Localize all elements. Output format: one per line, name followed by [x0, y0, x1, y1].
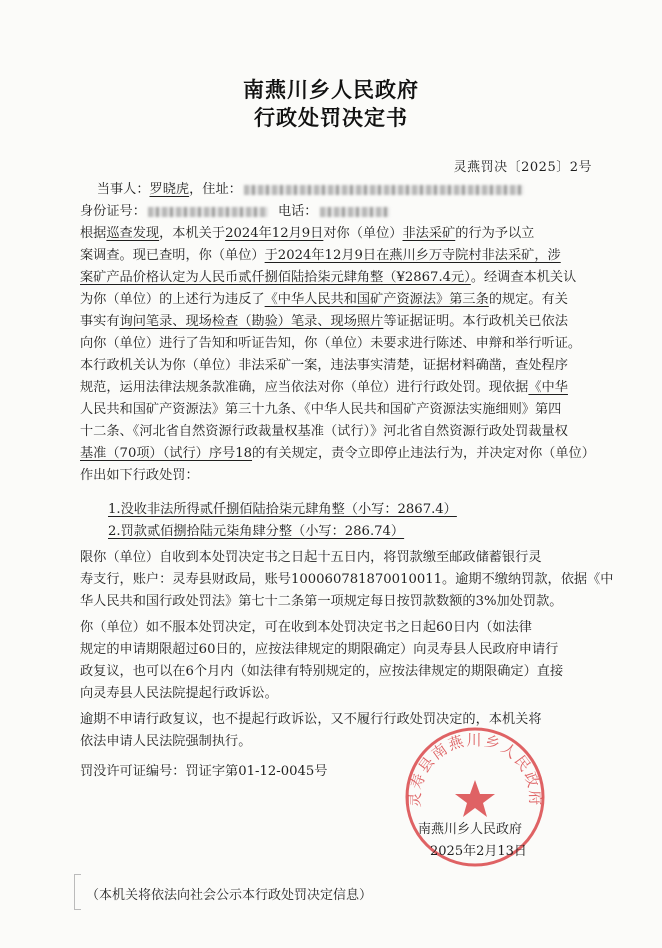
body-line-segment: 十二条、《河北省自然资源行政裁量权基准（试行）》河北省自然资源行政处罚裁量权: [80, 424, 568, 439]
penalty-item-2: [108, 522, 628, 542]
appeal-line: 政复议，也可以在6个月内（如法律有特别规定的，应按法律规定的期限确定）直接: [80, 664, 564, 679]
body-line-segment: 向你（单位）进行了告知和听证告知，你（单位）未要求进行陈述、申辩和举行听证。: [80, 336, 582, 351]
enforcement-line: 依法申请人民法院强制执行。: [80, 734, 252, 749]
party-label: 当事人：: [96, 182, 150, 197]
penalty-2-text: 2.罚款贰佰捌拾陆元柒角肆分整（小写：286.74）: [108, 524, 405, 539]
id-line: [80, 202, 600, 222]
appeal-line: 规定的申请期限超过60日的，应按法律规定的期限确定）向灵寿县人民政府申请行: [80, 642, 559, 657]
body-line: [80, 312, 600, 332]
body-line-segment: 的有关规定，责令立即停止违法行为，并决定对你（单位）: [252, 446, 595, 461]
body-line: [80, 444, 600, 464]
phone-label: 电话：: [277, 204, 318, 219]
phone-redacted: [320, 207, 390, 217]
document-title-line1: 南燕川乡人民政府: [243, 77, 419, 102]
body-line: [80, 466, 600, 486]
body-line: [80, 400, 600, 420]
body-line: [80, 290, 600, 310]
payment-line: 限你（单位）自收到本处罚决定书之日起十五日内，将罚款缴至邮政储蓄银行灵: [80, 550, 542, 565]
body-line-segment: 2024年12月9日: [225, 226, 324, 241]
body-line-segment: 《中华人民共和国矿产资源法》第三条: [264, 292, 489, 307]
body-line-segment: 作出如下行政处罚：: [80, 468, 199, 483]
payment-line: 华人民共和国行政处罚法》第七十二条第一项规定每日按罚款数额的3%加处罚款。: [80, 594, 563, 609]
body-line: [80, 268, 600, 288]
body-line: [80, 224, 600, 244]
body-line-segment: 事实有: [80, 314, 120, 329]
body-line-segment: 巡查发现: [106, 226, 160, 241]
body-line-segment: 对你（单位）: [323, 226, 403, 241]
body-line-segment: 本行政机关认为你（单位）非法采矿一案，违法事实清楚，证据材料确凿，查处程序: [80, 358, 568, 373]
body-line: [80, 334, 600, 354]
party-line: [80, 180, 600, 200]
body-line-segment: 根据: [80, 226, 107, 241]
footer-bracket-left: [74, 874, 81, 910]
signing-organization: 南燕川乡人民政府: [418, 822, 523, 837]
body-line-segment: 基准（70项）（试行）序号18: [80, 446, 253, 461]
body-line-segment: 的行为予以立: [455, 226, 535, 241]
party-name: 罗晓虎: [149, 182, 190, 197]
body-line-segment: 为你（单位）的上述行为违反了: [80, 292, 265, 307]
seal-text: 灵寿县南燕川乡人民政府: [405, 730, 545, 808]
id-redacted: [148, 207, 268, 217]
body-line-segment: 人民共和国矿产资源法》第三十九条、《中华人民共和国矿产资源法实施细则》第四: [80, 402, 562, 417]
body-line-segment: 。经调查本机关认: [470, 270, 577, 285]
body-line-segment: 询问笔录、现场检查（勘验）笔录、现场照片: [119, 314, 384, 329]
footer-note: （本机关将依法向社会公示本行政处罚决定信息）: [86, 888, 373, 903]
id-label: 身份证号：: [80, 204, 146, 219]
body-line-segment: 案调查。现已查明，你（单位）: [80, 248, 265, 263]
body-line: [80, 356, 600, 376]
body-line-segment: 等证据证明。本行政机关已依法: [383, 314, 568, 329]
address-redacted: [244, 185, 524, 195]
body-line: [80, 378, 600, 398]
body-line-segment: 于2024年12月9日在燕川乡万寺院村非法采矿，涉: [264, 248, 561, 263]
body-line-segment: 案矿产品价格认定为人民币贰仟捌佰陆拾柒元肆角整（¥2867.4元）: [80, 270, 471, 285]
penalty-1-text: 1.没收非法所得贰仟捌佰陆拾柒元肆角整（小写：2867.4）: [108, 502, 457, 517]
body-line-segment: 《中华: [528, 380, 568, 395]
penalty-item-1: [108, 500, 628, 520]
payment-line: 寿支行，账户：灵寿县财政局，账号100060781870010011。逾期不缴纳罚款，依据《中: [80, 572, 614, 587]
enforcement-line: 逾期不申请行政复议，也不提起行政诉讼，又不履行行政处罚决定的，本机关将: [80, 712, 542, 727]
body-line: [80, 246, 600, 266]
appeal-line: 向灵寿县人民法院提起行政诉讼。: [80, 686, 278, 701]
signing-date: 2025年2月13日: [430, 844, 527, 859]
document-title-line2: 行政处罚决定书: [254, 105, 408, 130]
body-line-segment: ，本机关于: [159, 226, 226, 241]
appeal-line: 你（单位）如不服本处罚决定，可在收到本处罚决定书之日起60日内（如法律: [80, 620, 532, 635]
address-label: ，住址：: [189, 182, 242, 197]
body-line: [80, 422, 600, 442]
body-line-segment: 的规定。有关: [488, 292, 568, 307]
permit-number: 罚没许可证编号：罚证字第01-12-0045号: [80, 764, 328, 779]
body-line-segment: 规范，运用法律法规条款准确，应当依法对你（单位）进行行政处罚。现依据: [80, 380, 529, 395]
body-line-segment: 非法采矿: [402, 226, 456, 241]
document-number: 灵燕罚决〔2025〕2号: [453, 160, 592, 175]
